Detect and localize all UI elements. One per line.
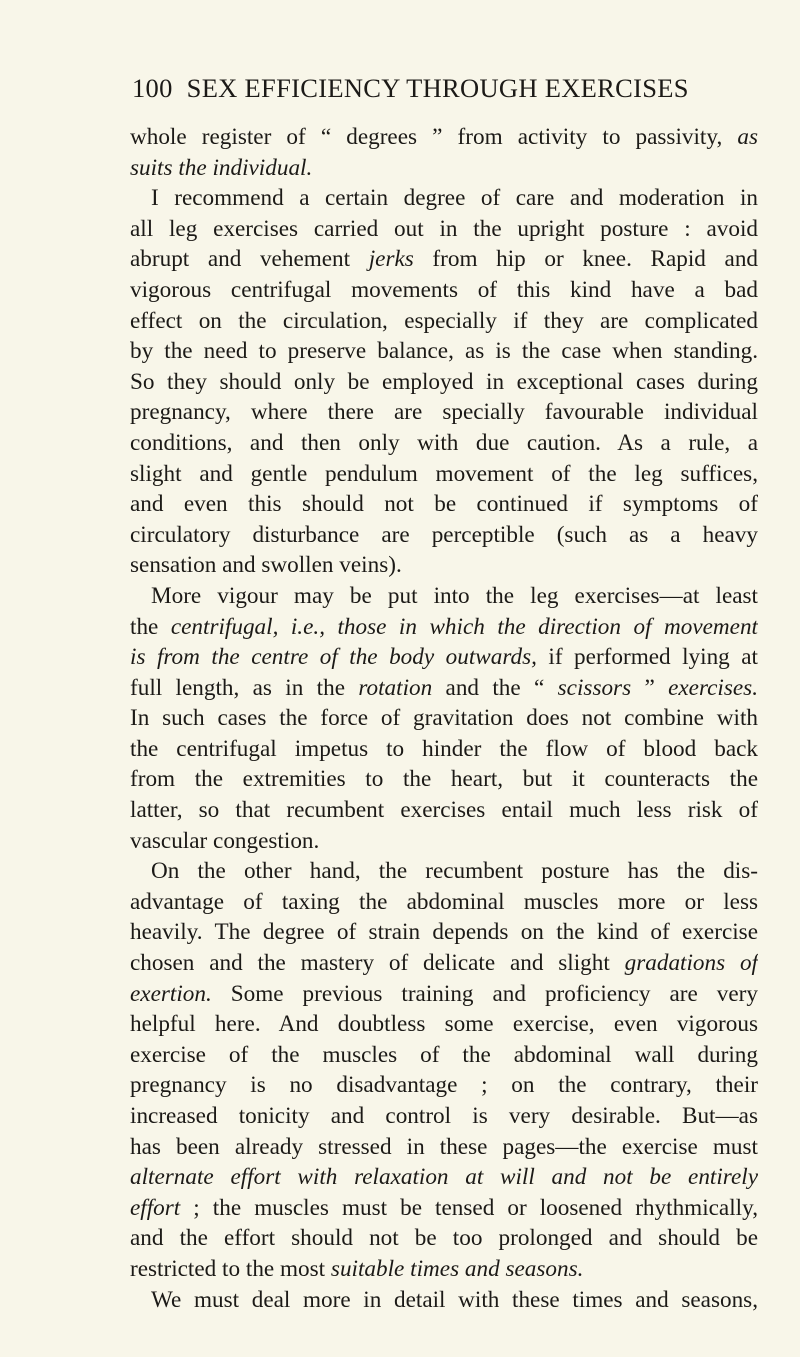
text-run: abrupt and vehement <box>130 246 369 273</box>
italic-run: effort <box>130 1194 181 1221</box>
text-line <box>130 244 758 275</box>
text-line <box>130 520 758 551</box>
text-run: the centrifugal impetus to hinder the flow of blood back <box>130 735 758 762</box>
text-run: In such cases the force of gravitation does not combine with <box>130 705 758 732</box>
text-line <box>130 1193 758 1224</box>
text-line <box>130 948 758 979</box>
body-text <box>130 122 758 1315</box>
italic-run: is from the centre of the body outwards, <box>130 644 537 671</box>
text-run: So they should only be employed in exceptional cases during <box>130 368 758 395</box>
text-run: exercise of the muscles of the abdominal wall during <box>130 1041 758 1068</box>
text-line <box>130 795 758 826</box>
text-run: pregnancy is no disadvantage ; on the contrary, their <box>130 1072 758 1099</box>
italic-run: gradations of <box>624 950 758 977</box>
text-line <box>130 1070 758 1101</box>
text-line <box>130 917 758 948</box>
text-line <box>130 336 758 367</box>
text-line <box>130 826 758 857</box>
text-line <box>130 489 758 520</box>
text-run: circulatory disturbance are perceptible (such as a heavy <box>130 521 758 548</box>
text-line <box>130 153 758 184</box>
text-run: On the other hand, the recumbent posture has the dis- <box>151 858 758 885</box>
text-run: by the need to preserve balance, as is the case when standing. <box>130 338 758 365</box>
italic-run: exercises. <box>668 674 758 701</box>
text-line <box>130 979 758 1010</box>
text-line <box>130 459 758 490</box>
text-line <box>130 1009 758 1040</box>
italic-run: suits the individual. <box>130 154 313 181</box>
text-run: whole register of “ degrees ” from activity to passivity, <box>130 124 738 150</box>
text-line <box>130 703 758 734</box>
text-run: and the “ <box>432 674 558 701</box>
text-run: Some previous training and proficiency are very <box>211 980 758 1007</box>
text-run: chosen and the mastery of delicate and slight <box>130 950 625 977</box>
text-run: if performed lying at <box>536 644 758 671</box>
text-line <box>130 306 758 337</box>
text-run: restricted to the most <box>130 1255 331 1282</box>
text-line <box>130 1101 758 1132</box>
text-run: increased tonicity and control is very desirable. But—as <box>130 1103 758 1129</box>
text-line <box>130 887 758 918</box>
text-run: vascular congestion. <box>130 827 320 854</box>
text-line <box>130 734 758 765</box>
italic-run: centrifugal, i.e., those in which the direction of movement <box>170 613 758 640</box>
text-run: More vigour may be put into the leg exercises—at least <box>151 582 758 609</box>
text-line <box>130 214 758 245</box>
text-line <box>130 428 758 459</box>
text-line <box>130 673 758 704</box>
text-run: heavily. The degree of strain depends on the kind of exercise <box>130 919 758 946</box>
text-line <box>130 367 758 398</box>
text-run: from the extremities to the heart, but it counteracts the <box>130 766 758 793</box>
running-header <box>132 70 752 106</box>
text-run: all leg exercises carried out in the upright posture : avoid <box>130 215 758 242</box>
text-run: ” <box>631 674 669 701</box>
text-line <box>130 397 758 428</box>
italic-run: scissors <box>557 674 632 701</box>
text-line <box>130 612 758 643</box>
page-number: 100 <box>132 73 173 103</box>
text-line <box>130 183 758 214</box>
text-line <box>130 1132 758 1163</box>
text-line <box>130 1040 758 1071</box>
running-title: SEX EFFICIENCY THROUGH EXERCISES <box>186 73 689 103</box>
text-run: helpful here. And doubtless some exercise, even vigorous <box>130 1011 758 1038</box>
text-run: We must deal more in detail with these times and seasons, <box>151 1286 758 1313</box>
italic-run: rotation <box>358 674 433 701</box>
text-line <box>130 764 758 795</box>
text-run: ; the muscles must be tensed or loosened rhythmically, <box>180 1194 758 1221</box>
text-line <box>130 275 758 306</box>
text-line <box>130 1223 758 1254</box>
text-run: the <box>130 613 171 640</box>
italic-run: as <box>737 124 758 150</box>
text-line <box>130 642 758 673</box>
text-run: and even this should not be continued if symptoms of <box>130 491 758 518</box>
text-run: slight and gentle pendulum movement of the leg suffices, <box>130 460 758 487</box>
text-line <box>130 856 758 887</box>
text-run: effect on the circulation, especially if they are complicated <box>130 307 758 334</box>
italic-run: suitable times and seasons. <box>330 1255 584 1282</box>
text-line <box>130 550 758 581</box>
text-run: full length, as in the <box>130 674 359 701</box>
text-run: I recommend a certain degree of care and moderation in <box>151 185 758 212</box>
text-line <box>130 1285 758 1316</box>
text-line <box>130 122 758 153</box>
italic-run: jerks <box>368 246 414 273</box>
text-run: conditions, and then only with due caution. As a rule, a <box>130 429 758 456</box>
text-run: from hip or knee. Rapid and <box>413 246 758 273</box>
text-run: has been already stressed in these pages—the exercise must <box>130 1133 758 1160</box>
text-run: latter, so that recumbent exercises entail much less risk of <box>130 797 758 824</box>
text-run: sensation and swollen veins). <box>130 552 402 579</box>
italic-run: alternate effort with relaxation at will and not be entirely <box>130 1164 758 1191</box>
text-line <box>130 581 758 612</box>
italic-run: exertion. <box>130 980 212 1007</box>
text-run: and the effort should not be too prolonged and should be <box>130 1225 758 1252</box>
text-run: pregnancy, where there are specially favourable individual <box>130 399 758 426</box>
text-run: vigorous centrifugal movements of this kind have a bad <box>130 276 758 303</box>
text-run: advantage of taxing the abdominal muscles more or less <box>130 888 758 915</box>
text-line <box>130 1254 758 1285</box>
text-line <box>130 1162 758 1193</box>
